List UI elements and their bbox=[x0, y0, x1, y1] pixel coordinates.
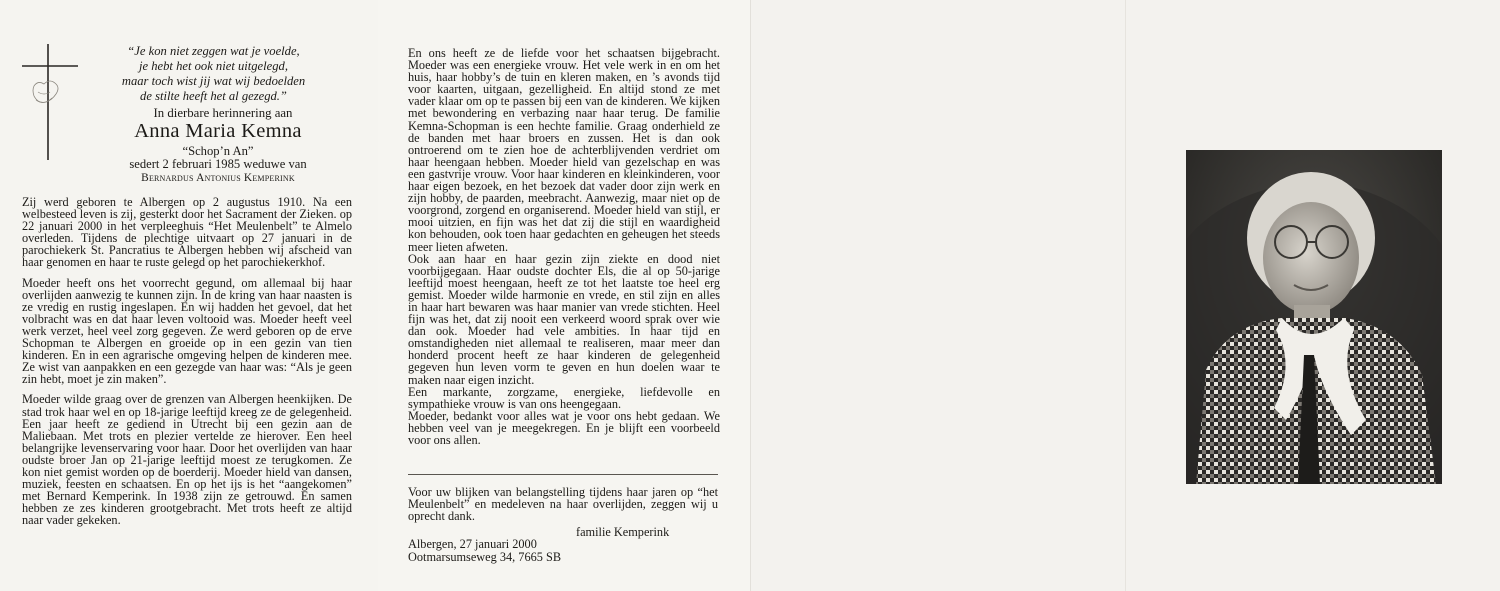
fold-line bbox=[750, 0, 751, 591]
husband-name: Bernardus Antonius Kemperink bbox=[141, 172, 295, 184]
poem bbox=[96, 44, 331, 104]
nickname: “Schop’n An” bbox=[182, 144, 254, 158]
poem-line: maar toch wist jij wat wij bedoelden bbox=[121, 74, 306, 88]
paragraph: Moeder, bedankt voor alles wat je voor ons hebt gedaan. We hebben veel van je meegekregen. En je blijft een voorbeeld voor ons allen. bbox=[408, 408, 720, 447]
fold-line bbox=[1125, 0, 1126, 591]
family-signature: familie Kemperink bbox=[576, 525, 670, 539]
place-date: Albergen, 27 januari 2000 bbox=[408, 537, 537, 551]
paragraph: Moeder wilde graag over de grenzen van Albergen heenkijken. De stad trok haar wel en op 18-jarige leeftijd kreeg ze de gelegenheid. Een jaar heeft ze gediend in Utrecht bij een gezin aan de Maliebaan. Met trots en plezier vertelde ze hierover. Een heel belangrijke levenservaring voor haar. Door het overlijden van haar oudste broer Jan op 21-jarige leeftijd moest ze terugkomen. Ze kon niet gemist worden op de boerderij. Moeder hield van dansen, muziek, feesten en schaatsen. En op het ijs is het “aangekomen” met Bernard Kemperink. In 1938 zijn ze getrouwd. En samen hebben ze zes kinderen grootgebracht. Met trots heeft ze altijd naar vader gekeken. bbox=[22, 392, 352, 528]
cross-icon bbox=[20, 42, 80, 162]
deceased-name: Anna Maria Kemna bbox=[134, 120, 302, 142]
portrait-photo bbox=[1186, 150, 1442, 484]
divider bbox=[408, 474, 718, 475]
poem-line: “Je kon niet zeggen wat je voelde, bbox=[127, 44, 300, 58]
address: Ootmarsumseweg 34, 7665 SB bbox=[408, 550, 562, 564]
paragraph: Moeder heeft ons het voorrecht gegund, om allemaal bij haar overlijden aanwezig te kunnen zijn. In de kring van haar naasten is ze vredig en rustig ingeslapen. En wij hadden het gevoel, dat het volbracht was en dat haar leven voltooid was. Moeder heeft veel werk verzet, heel veel zorg gegeven. Ze werd geboren op de erve Schopman te Albergen en groeide op in een gezin van tien kinderen. En in een agrarische omgeving helpen de kinderen mee. Ze wist van aanpakken en een gezegde van haar was: “Als je geen zin hebt, moet je zin maken”. bbox=[22, 275, 352, 387]
memorial-intro: In dierbare herinnering aan bbox=[153, 106, 293, 120]
paragraph: Een markante, zorgzame, energieke, liefdevolle en sympathieke vrouw is van ons heengegaan. bbox=[408, 384, 720, 411]
paragraph: Zij werd geboren te Albergen op 2 augustus 1910. Na een welbesteed leven is zij, gesterkt door het Sacrament der Zieken. op 22 januari 2000 in het verpleeghuis “Het Meulenbelt” te Almelo overleden. Tijdens de plechtige uitvaart op 27 januari in de parochiekerk St. Pancratius te Albergen hebben wij afscheid van haar genomen en haar te ruste gelegd op het parochiekerkhof. bbox=[22, 195, 352, 270]
widow-line: sedert 2 februari 1985 weduwe van bbox=[129, 157, 307, 171]
poem-line: de stilte heeft het al gezegd.” bbox=[140, 89, 287, 103]
poem-line: je hebt het ook niet uitgelegd, bbox=[139, 59, 288, 73]
thanks-text: Voor uw blijken van belangstelling tijdens haar jaren op “het Meulenbelt” en medeleven na haar overlijden, zeggen wij u oprecht dank. bbox=[408, 485, 718, 524]
middle-column bbox=[408, 47, 720, 446]
paragraph: En ons heeft ze de liefde voor het schaatsen bijgebracht. Moeder was een energieke vrouw. Het vele werk in en om het huis, haar hobby’s de tuin en kleren maken, en ’s avonds tijd voor kaarten, uitgaan, gezelligheid. En altijd stond ze met vader klaar om op te passen bij een van de kinderen. We kijken met bewondering en verbazing naar haar terug. De familie Kemna-Schopman is een hechte familie. Graag onderhield ze de banden met haar broers en zussen. Het is dan ook ontroerend om te zien hoe de achterblijvenden verdriet om haar heengaan hebben. Moeder hield van gezelschap en was een gastvrije vrouw. Voor haar kinderen en kleinkinderen, voor haar eigen bezoek, en het bezoek dat vader door zijn werk en zijn hobby, de paarden, meebracht. Aanwezig, maar niet op de voorgrond, zorgend en organiserend. Moeder hield van stijl, er mooi uitzien, en fijn was het dat zij die stijl en waardigheid kon behouden, ook toen haar gedachten en geheugen het steeds meer lieten afweten. bbox=[408, 46, 720, 254]
portrait-image bbox=[1186, 150, 1442, 484]
left-column bbox=[22, 196, 352, 534]
paragraph: Ook aan haar en haar gezin zijn ziekte en dood niet voorbijgegaan. Haar oudste dochter Els, die al op 50-jarige leeftijd moest heengaan, heeft ze tot het laatste toe heel erg gemist. Moeder wilde harmonie en vrede, en stil zijn en alles in haar hart bewaren was haar manier van vrede stichten. Heel fijn was het, dat zij nooit een verkeerd woord sprak over wie dan ook. Moeder had vele ambities. In haar tijd en omstandigheden niet allemaal te realiseren, maar meer dan honderd procent heeft ze haar kinderen de gelegenheid gegeven hun leven vorm te geven en hun doelen waar te maken naar eigen inzicht. bbox=[408, 251, 720, 387]
